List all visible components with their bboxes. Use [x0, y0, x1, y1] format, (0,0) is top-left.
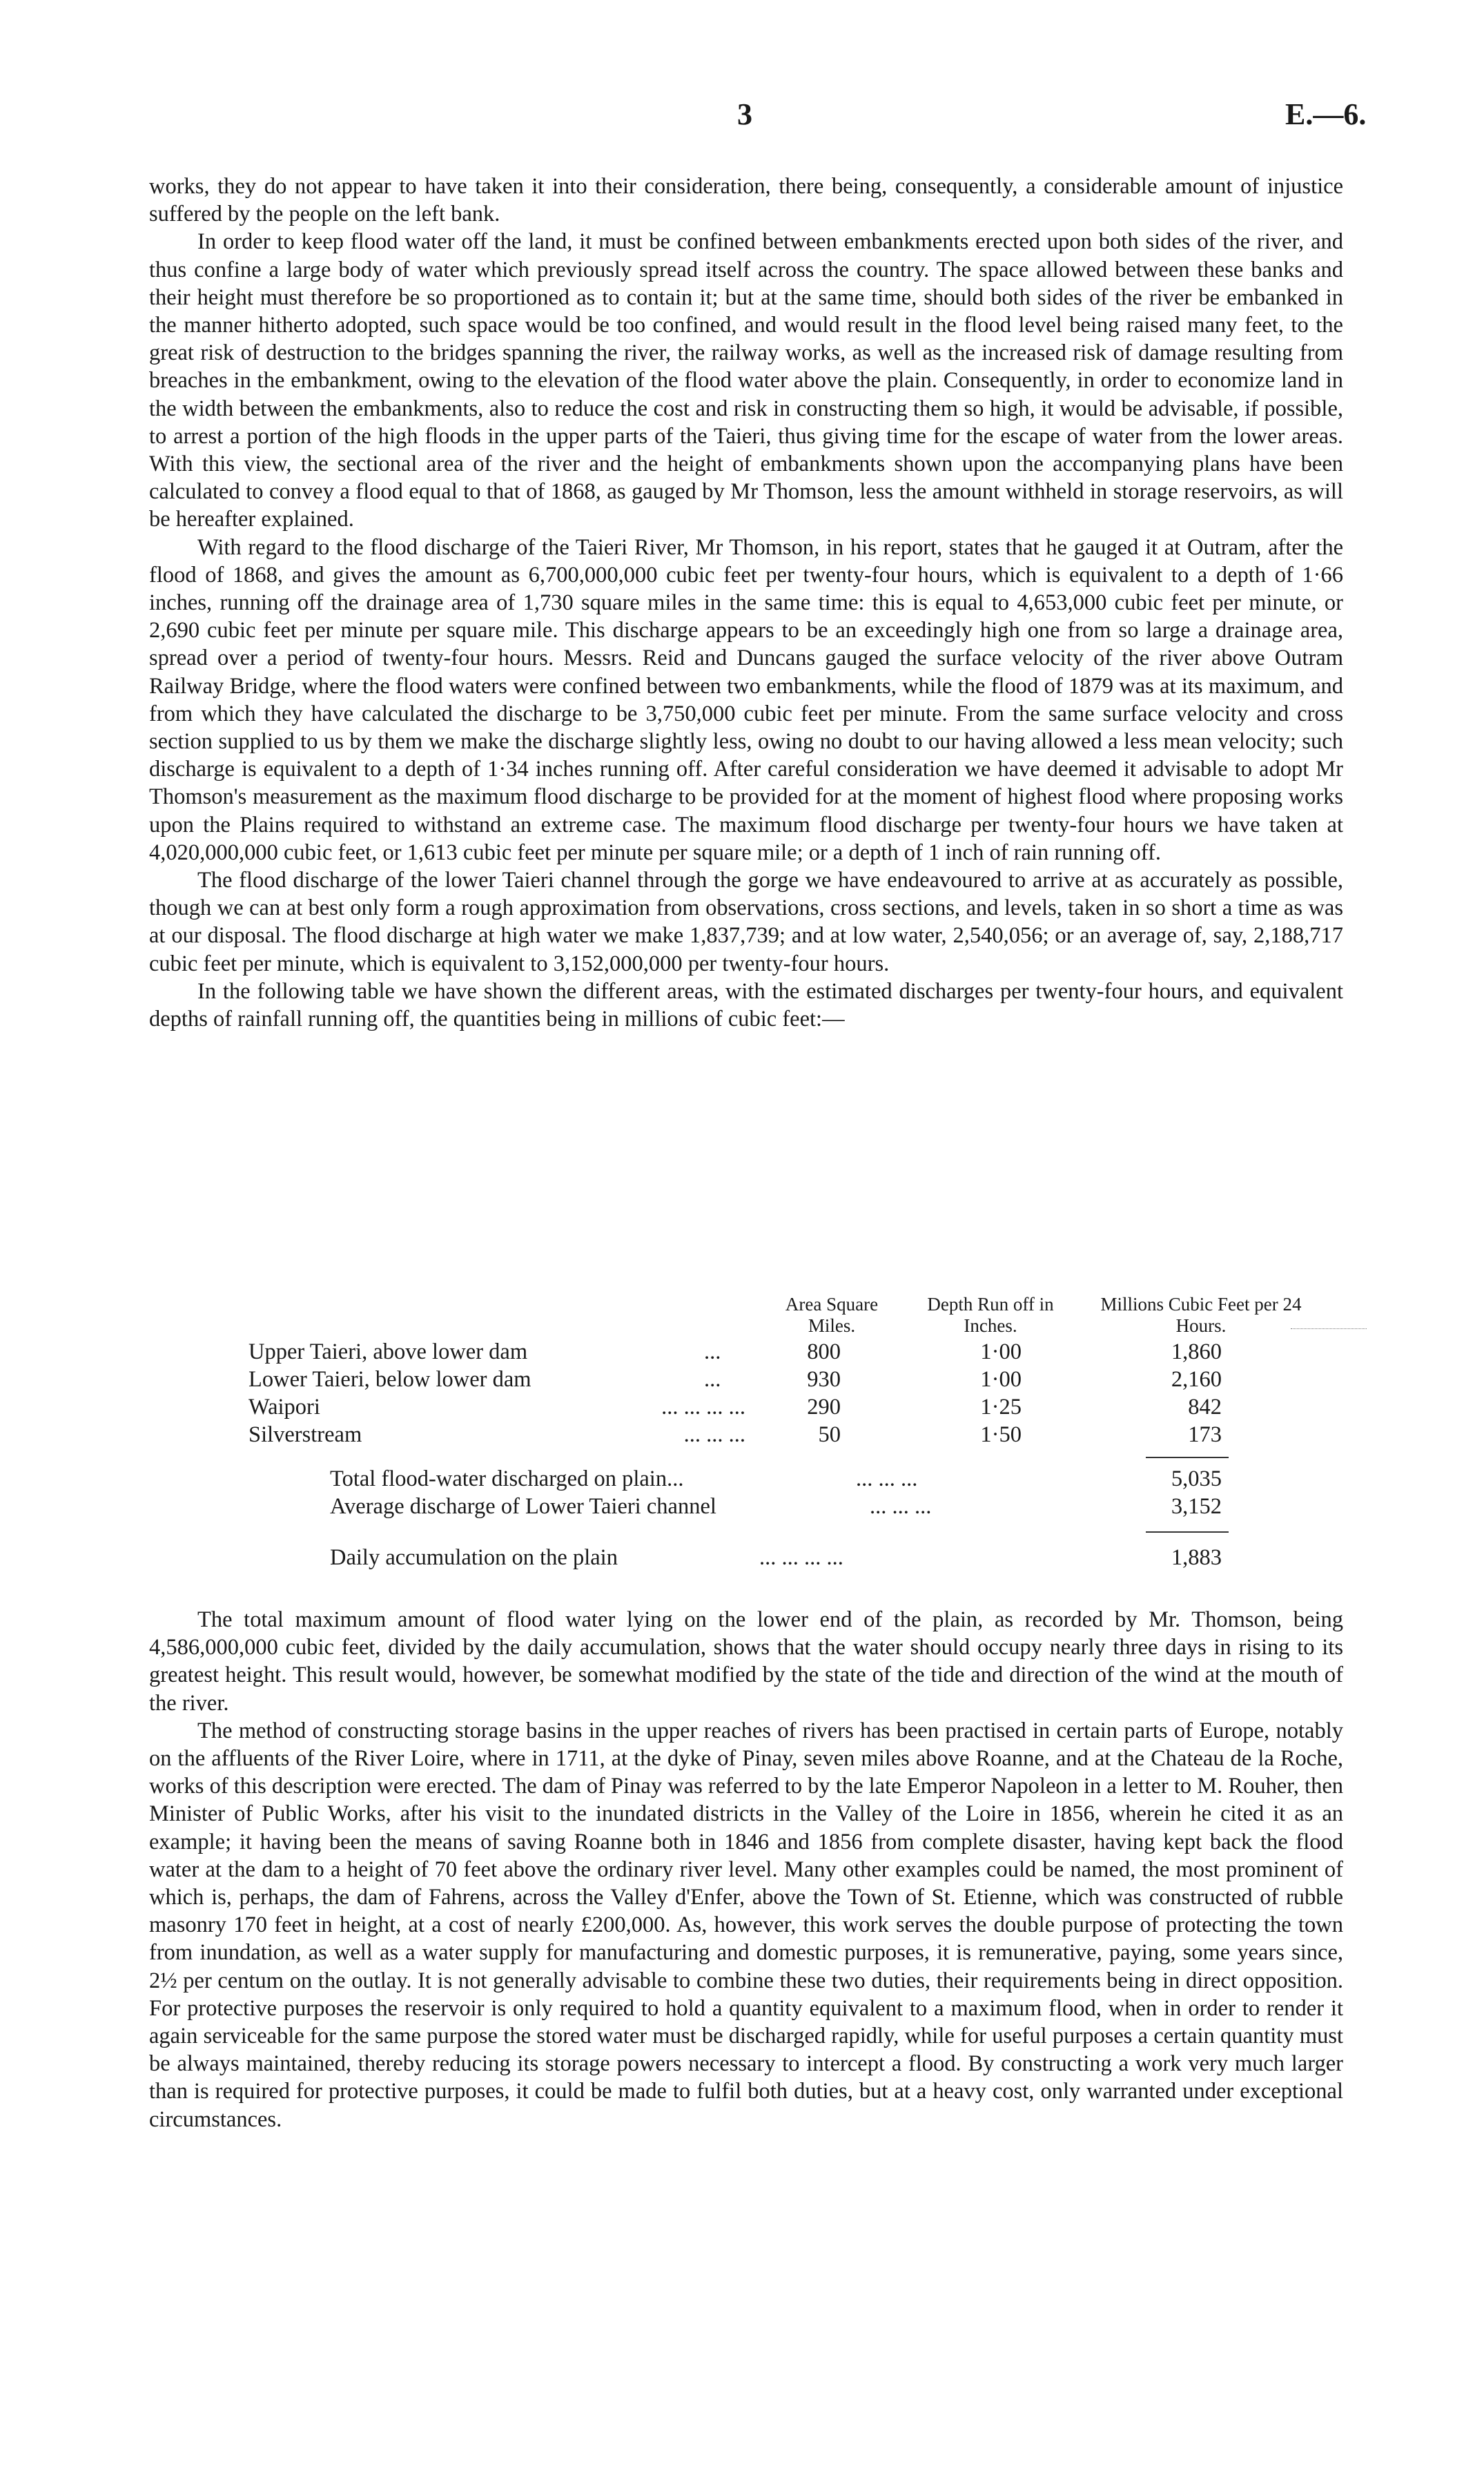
difference-rule: [1146, 1531, 1229, 1533]
row-leader: ...: [704, 1367, 721, 1392]
page-number: 3: [737, 97, 752, 131]
paragraph: In the following table we have shown the different areas, with the estimated discharges per twenty-four hours, and equivalent depths of rainfall running off, the quantities being in millions of cubic feet:—: [149, 978, 1343, 1032]
column-header-depth: Depth Run off in Inches.: [927, 1294, 1054, 1336]
average-leader: ... ... ...: [870, 1494, 932, 1519]
row-depth: 1·25: [980, 1395, 1022, 1419]
paragraph: The method of constructing storage basins in the upper reaches of rivers has been practised in certain parts of Europe, notably on the affluents of the River Loire, where in 1711, at the dyke of Pinay, seven miles above Roanne, and at the Chateau de la Roche, works of this description were erected. The dam of Pinay was referred to by the late Emperor Napoleon in a letter to M. Rouher, then Minister of Public Works, after his visit to the inundated districts in the Valley of the Loire in 1856, wherein he cited it as an example; it having been the means of saving Roanne both in 1846 and 1856 from complete disaster, having kept back the flood water at the dam to a height of 70 feet above the ordinary river level. Many other examples could be named, the most prominent of which is, perhaps, the dam of Fahrens, across the Valley d'Enfer, above the Town of St. Etienne, which was constructed of rubble masonry 170 feet in height, at a cost of nearly £200,000. As, however, this work serves the double purpose of protecting the town from inundation, as well as a water supply for manufacturing and domestic purposes, it is remunerative, paying, some years since, 2½ per centum on the outlay. It is not generally advisable to combine these two duties, their requirements being in direct opposition. For protective purposes the reservoir is only required to hold a quantity equivalent to a maximum flood, when in order to render it again serviceable for the same purpose the stored water must be discharged rapidly, while for useful purposes a certain quantity must be always maintained, thereby reducing its storage powers necessary to intercept a flood. By constructing a work very much larger than is required for protective purposes, it could be made to fulfil both duties, but at a heavy cost, only warranted under exceptional circumstances.: [149, 1718, 1343, 2132]
total-row: [248, 1465, 1353, 1493]
column-header-area: Area Square Miles.: [785, 1294, 879, 1336]
row-cubic-feet: 1,860: [1171, 1339, 1222, 1364]
row-leader: ...: [704, 1339, 721, 1364]
paragraph: The total maximum amount of flood water lying on the lower end of the plain, as recorded by Mr. Thomson, being 4,586,000,000 cubic feet, divided by the daily accumulation, shows that the water should occupy nearly three days in rising to its greatest height. This result would, however, be somewhat modified by the state of the tide and direction of the wind at the mouth of the river.: [149, 1607, 1343, 1716]
paragraph: In order to keep flood water off the land, it must be confined between embankments erected upon both sides of the river, and thus confine a large body of water which previously spread itself across the country. The space allowed between these banks and their height must therefore be so proportioned as to contain it; but at the same time, should both sides of the river be embanked in the manner hitherto adopted, such space would be too confined, and would result in the flood level being raised many feet, to the great risk of destruction to the bridges spanning the river, the railway works, as well as the increased risk of damage resulting from breaches in the embankment, owing to the elevation of the flood water above the plain. Consequently, in order to economize land in the width between the embankments, also to reduce the cost and risk in constructing them so high, it would be advisable, if possible, to arrest a portion of the high floods in the upper parts of the Taieri, thus giving time for the escape of water from the lower areas. With this view, the sectional area of the river and the height of embankments shown upon the accompanying plans have been calculated to convey a flood equal to that of 1868, as gauged by Mr Thomson, less the amount withheld in storage reservoirs, as will be hereafter explained.: [149, 229, 1343, 532]
row-label: Silverstream: [248, 1422, 362, 1447]
row-depth: 1·00: [980, 1367, 1022, 1392]
average-label: Average discharge of Lower Taieri channel: [330, 1494, 716, 1519]
row-area: 800: [807, 1339, 841, 1364]
daily-accumulation-row: [248, 1544, 1353, 1571]
body-text-upper: [149, 173, 1343, 1033]
row-leader: ... ... ...: [683, 1422, 745, 1447]
subtotal-rule: [1146, 1457, 1229, 1458]
daily-leader: ... ... ... ...: [759, 1545, 843, 1570]
table-row: [248, 1393, 1353, 1421]
row-label: Lower Taieri, below lower dam: [248, 1367, 531, 1392]
table-row: [248, 1421, 1353, 1448]
row-label: Waipori: [248, 1395, 320, 1419]
row-leader: ... ... ... ...: [661, 1395, 745, 1419]
column-header-cubic-feet: Millions Cubic Feet per 24 Hours.: [1100, 1294, 1302, 1336]
average-row: [248, 1493, 1353, 1520]
row-cubic-feet: 842: [1188, 1395, 1222, 1419]
paragraph: With regard to the flood discharge of the Taieri River, Mr Thomson, in his report, states that he gauged it at Outram, after the flood of 1868, and gives the amount as 6,700,000,000 cubic feet per twenty-four hours, which is equivalent to a depth of 1·66 inches, running off the drainage area of 1,730 square miles in the same time: this is equal to 4,653,000 cubic feet per minute, or 2,690 cubic feet per minute per square mile. This discharge appears to be an exceedingly high one from so large a drainage area, spread over a period of twenty-four hours. Messrs. Reid and Duncans gauged the surface velocity of the river above Outram Railway Bridge, where the flood waters were confined between two embankments, while the flood of 1879 was at its maximum, and from which they have calculated the discharge to be 3,750,000 cubic feet per minute. From the same surface velocity and cross section supplied to us by them we make the discharge slightly less, owing no doubt to our having allowed a less mean velocity; such discharge is equivalent to a depth of 1·34 inches running off. After careful consideration we have deemed it advisable to adopt Mr Thomson's measurement as the maximum flood discharge to be provided for at the moment of highest flood where proposing works upon the Plains required to withstand an extreme case. The maximum flood discharge per twenty-four hours we have taken at 4,020,000,000 cubic feet, or 1,613 cubic feet per minute per square mile; or a depth of 1 inch of rain running off.: [149, 534, 1343, 865]
row-area: 290: [807, 1395, 841, 1419]
row-area: 930: [807, 1367, 841, 1392]
body-text-lower: [149, 1606, 1343, 2133]
total-leader: ... ... ...: [856, 1466, 918, 1491]
daily-label: Daily accumulation on the plain: [330, 1545, 618, 1570]
page-code: E.—6.: [1285, 97, 1367, 131]
row-cubic-feet: 2,160: [1171, 1367, 1222, 1392]
paragraph: The flood discharge of the lower Taieri channel through the gorge we have endeavoured to arrive at as accurately as possible, though we can at best only form a rough approximation from observations, cross sections, and levels, taken in so short a time as was at our disposal. The flood discharge at high water we make 1,837,739; and at low water, 2,540,056; or an average of, say, 2,188,717 cubic feet per minute, which is equivalent to 3,152,000,000 per twenty-four hours.: [149, 868, 1343, 976]
row-depth: 1·50: [980, 1422, 1022, 1447]
daily-value: 1,883: [1171, 1545, 1222, 1570]
row-area: 50: [818, 1422, 841, 1447]
row-depth: 1·00: [980, 1339, 1022, 1364]
total-value: 5,035: [1171, 1466, 1222, 1491]
table-row: [248, 1366, 1353, 1393]
average-value: 3,152: [1171, 1494, 1222, 1519]
total-label: Total flood-water discharged on plain...: [330, 1466, 684, 1491]
row-cubic-feet: 173: [1188, 1422, 1222, 1447]
table-row: [248, 1338, 1353, 1366]
header-dotted-rule: [1291, 1328, 1367, 1329]
row-label: Upper Taieri, above lower dam: [248, 1339, 528, 1364]
paragraph: works, they do not appear to have taken it into their consideration, there being, consequently, a considerable amount of injustice suffered by the people on the left bank.: [149, 174, 1343, 227]
